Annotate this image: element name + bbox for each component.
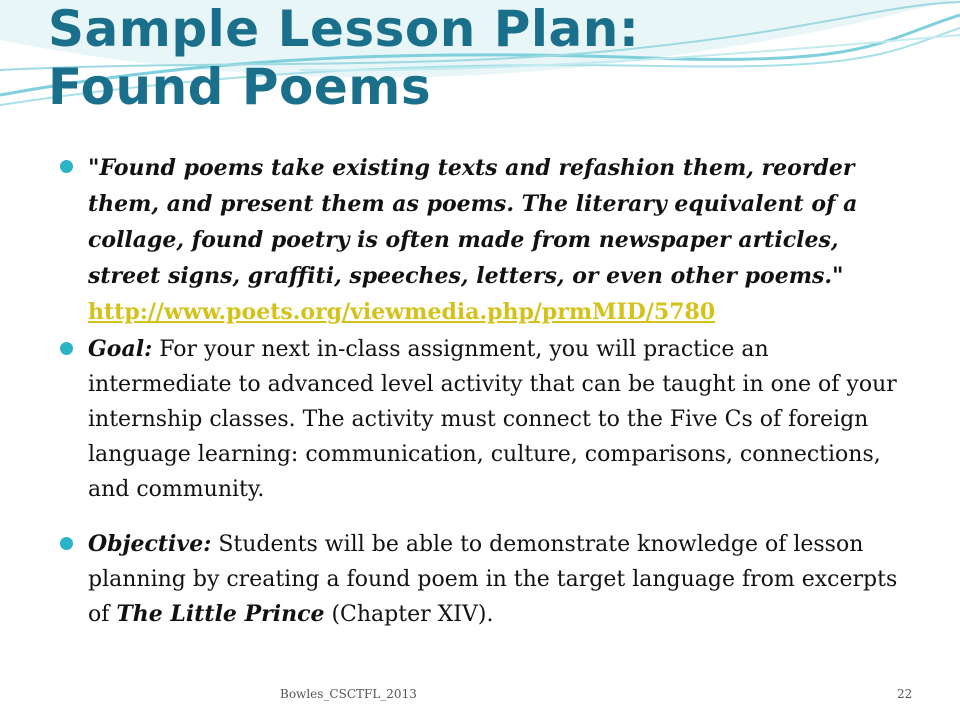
footer-author: Bowles_CSCTFL_2013 [280, 687, 417, 701]
footer-page-number: 22 [897, 687, 913, 701]
title-line-2: Found Poems [48, 58, 432, 116]
bullet-goal [60, 332, 910, 507]
bullet-dot-icon [60, 537, 73, 550]
book-title: The Little Prince [116, 601, 325, 627]
source-link[interactable]: http://www.poets.org/viewmedia.php/prmMID/5780 [88, 299, 716, 325]
title-line-1: Sample Lesson Plan: [48, 0, 640, 58]
objective-text-before: Students will be able to demonstrate knowledge of lesson planning by creating a found poem in the target language from excerpts of [88, 532, 898, 627]
slide-title [48, 0, 639, 116]
quote-text: "Found poems take existing texts and refashion them, reorder them, and present them as poems. The literary equivalent of a collage, found poetry is often made from newspaper articles, street signs, graffiti, speeches, letters, or even other poems." [88, 155, 858, 289]
goal-label: Goal: [88, 336, 153, 362]
bullet-dot-icon [60, 160, 73, 173]
objective-label: Objective: [88, 531, 212, 557]
objective-text-after: (Chapter XIV). [324, 602, 494, 627]
bullet-quote [60, 150, 910, 330]
bullet-list [60, 150, 910, 632]
bullet-dot-icon [60, 342, 73, 355]
goal-text: For your next in-class assignment, you will practice an intermediate to advanced level activity that can be taught in one of your internship classes. The activity must connect to the Five Cs of foreign language learning: communication, culture, comparisons, connections, and community. [88, 337, 897, 502]
bullet-objective [60, 527, 910, 632]
